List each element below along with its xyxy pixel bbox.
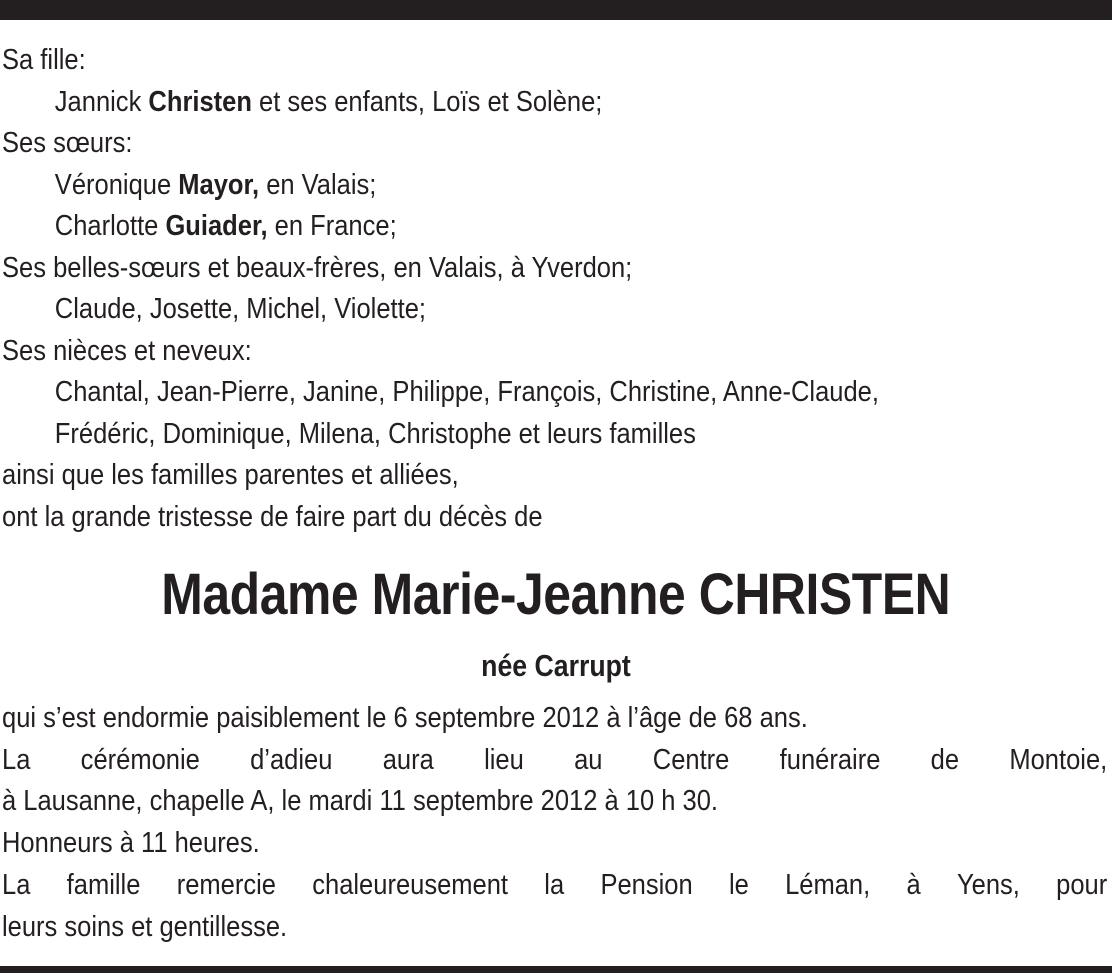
word: Pension bbox=[600, 868, 693, 901]
daughter-heading: Sa fille: bbox=[2, 44, 86, 76]
deceased-name bbox=[0, 560, 1112, 630]
sister1-rest: en Valais; bbox=[266, 168, 377, 201]
word: cérémonie bbox=[80, 743, 200, 776]
daughter-last-name: Christen bbox=[148, 85, 252, 118]
details-line-5 bbox=[2, 865, 1107, 907]
word: au bbox=[574, 743, 603, 776]
word: chaleureusement bbox=[312, 868, 509, 901]
ceremony-details bbox=[2, 698, 1108, 948]
daughter-entry bbox=[2, 82, 1107, 124]
word: le bbox=[728, 868, 749, 901]
word: Centre bbox=[652, 743, 730, 776]
word: La bbox=[2, 868, 31, 901]
maiden-name-text: née Carrupt bbox=[481, 648, 631, 683]
nieces-line-2: Frédéric, Dominique, Milena, Christophe et leurs familles bbox=[54, 417, 696, 450]
top-rule bbox=[0, 0, 1112, 20]
word: Yens, bbox=[956, 868, 1020, 901]
sisters-heading: Ses sœurs: bbox=[2, 127, 133, 159]
details-line-4: Honneurs à 11 heures. bbox=[2, 827, 260, 860]
word: de bbox=[930, 743, 960, 776]
word: la bbox=[544, 868, 565, 901]
word: remercie bbox=[176, 868, 276, 901]
details-line-1: qui s’est endormie paisiblement le 6 septembre 2012 à l’âge de 68 ans. bbox=[2, 702, 808, 734]
sister2-rest: en France; bbox=[274, 210, 397, 242]
inlaws-heading: Ses belles-sœurs et beaux-frères, en Valais, à Yverdon; bbox=[2, 251, 633, 284]
sister2-last-name: Guiader, bbox=[165, 210, 268, 242]
inlaws-names: Claude, Josette, Michel, Violette; bbox=[54, 293, 426, 325]
word: funéraire bbox=[779, 743, 881, 776]
bottom-rule bbox=[0, 966, 1112, 973]
sister-entry-2 bbox=[2, 206, 1107, 248]
sister1-first-name: Véronique bbox=[54, 168, 172, 201]
daughter-first-name: Jannick bbox=[54, 85, 142, 118]
sister2-first-name: Charlotte bbox=[54, 210, 159, 242]
announcement-line: ont la grande tristesse de faire part du décès de bbox=[2, 500, 543, 533]
sister-entry-1 bbox=[2, 165, 1107, 207]
word: lieu bbox=[484, 743, 524, 776]
word: aura bbox=[382, 743, 434, 776]
sister1-last-name: Mayor, bbox=[178, 168, 260, 201]
word: Léman, bbox=[785, 868, 871, 901]
relatives-line: ainsi que les familles parentes et alliées, bbox=[2, 459, 459, 491]
word: pour bbox=[1056, 868, 1108, 901]
word: La bbox=[2, 743, 31, 776]
word: famille bbox=[66, 868, 141, 901]
word: à bbox=[906, 868, 921, 901]
word: d’adieu bbox=[250, 743, 333, 776]
daughter-rest: et ses enfants, Loïs et Solène; bbox=[259, 85, 603, 118]
nieces-heading: Ses nièces et neveux: bbox=[2, 334, 252, 367]
word: Montoie, bbox=[1009, 743, 1108, 776]
details-line-2 bbox=[2, 740, 1107, 782]
maiden-name bbox=[0, 644, 1112, 688]
details-line-3: à Lausanne, chapelle A, le mardi 11 septembre 2012 à 10 h 30. bbox=[2, 785, 719, 818]
family-list bbox=[2, 40, 1107, 538]
nieces-line-1: Chantal, Jean-Pierre, Janine, Philippe, François, Christine, Anne-Claude, bbox=[54, 376, 879, 408]
deceased-name-text: Madame Marie-Jeanne CHRISTEN bbox=[161, 562, 951, 627]
details-line-6: leurs soins et gentillesse. bbox=[2, 910, 288, 943]
